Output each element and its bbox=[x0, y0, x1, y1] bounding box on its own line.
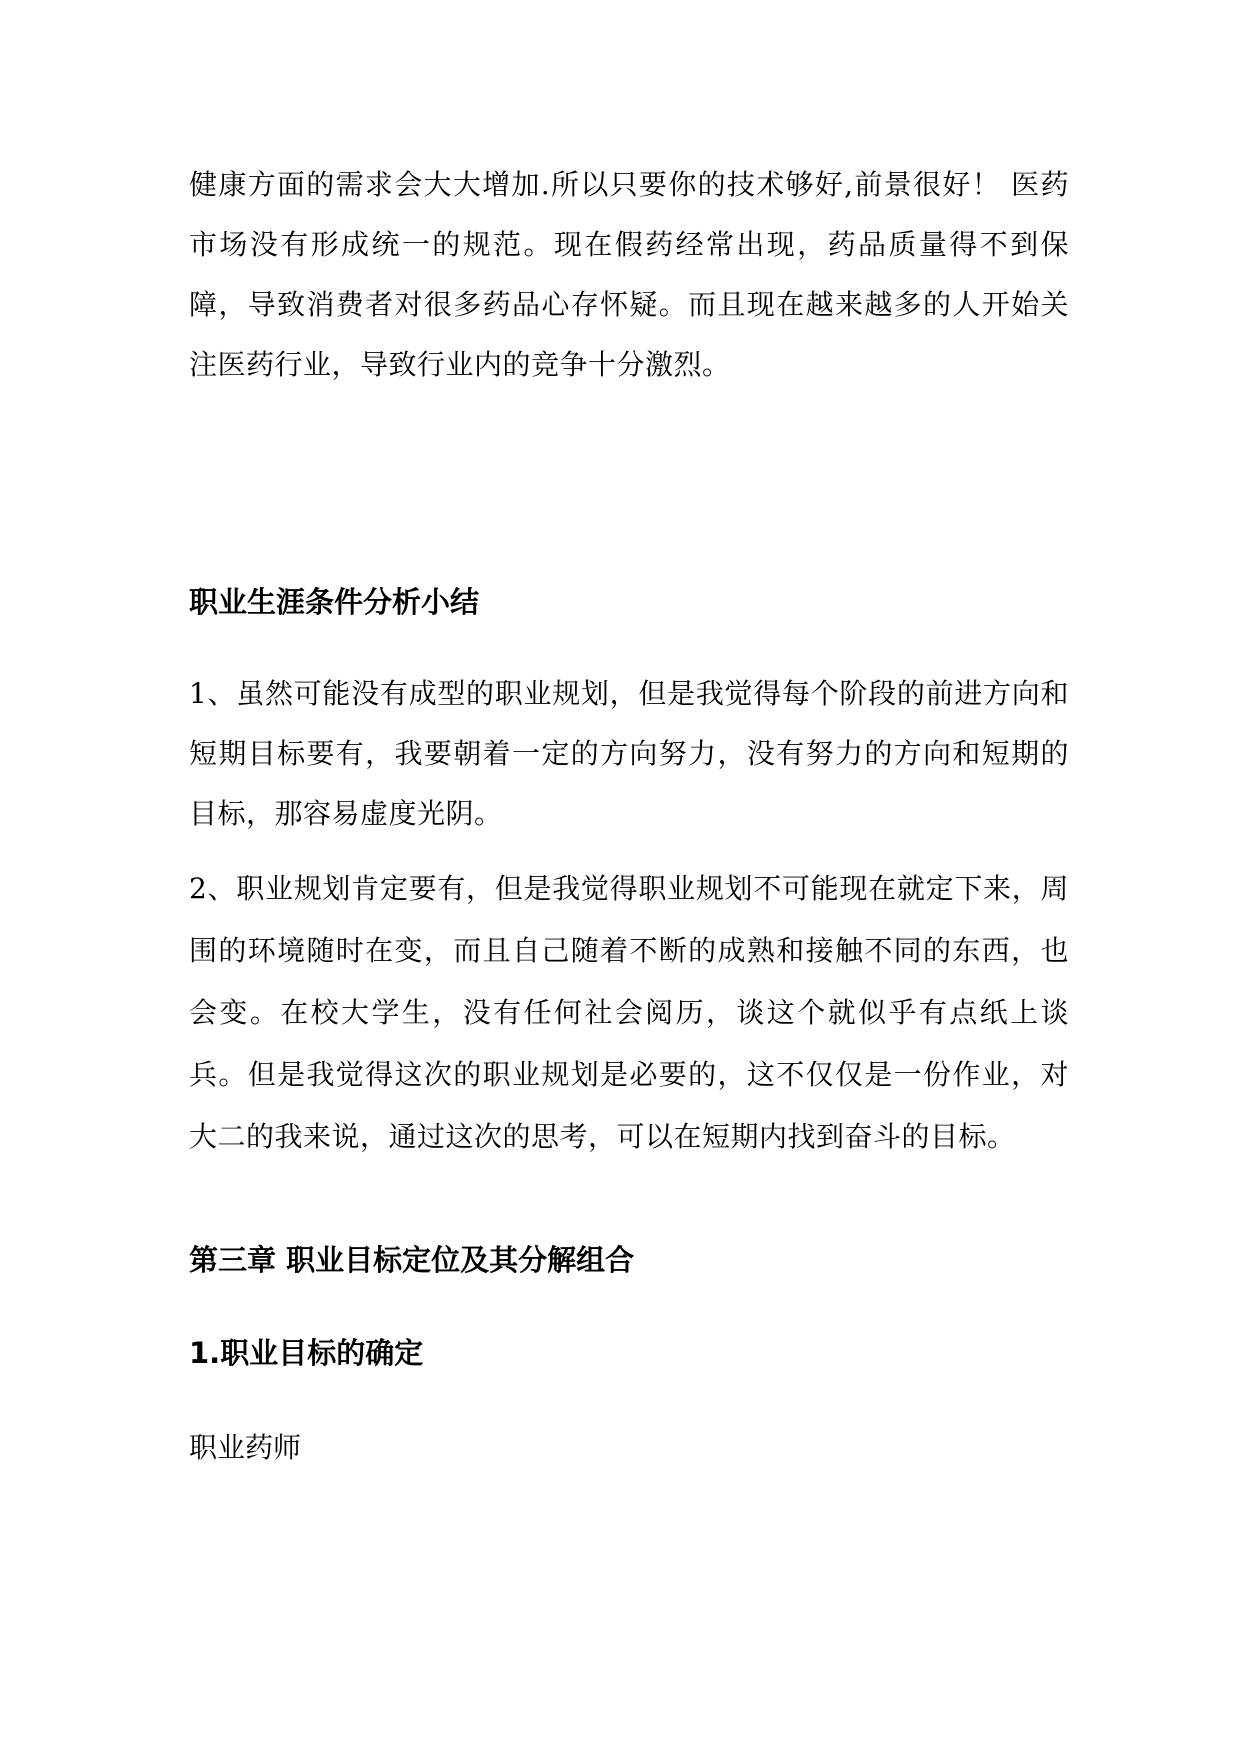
summary-item-2: 2、职业规划肯定要有，但是我觉得职业规划不可能现在就定下来，周围的环境随时在变，而且自己随着不断的成熟和接触不同的东西，也会变。在校大学生，没有任何社会阅历，谈这个就似乎有点纸上谈兵。但是我觉得这次的职业规划是必要的，这不仅仅是一份作业，对大二的我来说，通过这次的思考，可以在短期内找到奋斗的目标。 bbox=[189, 872, 1069, 1153]
section-heading: 1.职业目标的确定 bbox=[189, 1336, 424, 1370]
summary-item-1: 1、虽然可能没有成型的职业规划，但是我觉得每个阶段的前进方向和短期目标要有，我要朝着一定的方向努力，没有努力的方向和短期的目标，那容易虚度光阴。 bbox=[189, 677, 1069, 830]
career-goal-text: 职业药师 bbox=[189, 1431, 302, 1464]
intro-paragraph: 健康方面的需求会大大增加.所以只要你的技术够好,前景很好！ 医药市场没有形成统一的规范。现在假药经常出现，药品质量得不到保障，导致消费者对很多药品心存怀疑。而且现在越来越多的人开始关注医药行业，导致行业内的竞争十分激烈。 bbox=[189, 168, 1069, 381]
chapter-heading: 第三章 职业目标定位及其分解组合 bbox=[189, 1243, 635, 1277]
summary-heading: 职业生涯条件分析小结 bbox=[189, 585, 480, 619]
